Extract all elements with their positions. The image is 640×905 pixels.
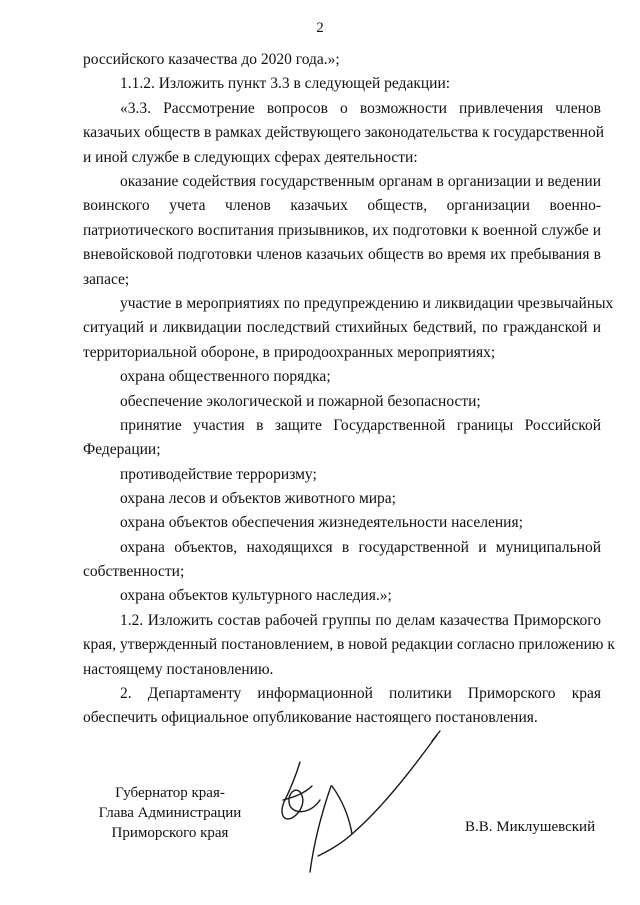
text-line: ситуаций и ликвидации последствий стихийных бедствий, по гражданской и (83, 319, 601, 336)
text-line: Федерации; (83, 441, 161, 458)
text-line: 1.1.2. Изложить пункт 3.3 в следующей редакции: (120, 75, 451, 92)
text-line: «3.3. Рассмотрение вопросов о возможности привлечения членов (120, 100, 601, 117)
text-line: охрана объектов обеспечения жизнедеятельности населения; (120, 514, 523, 531)
signatory-title-line: Глава Администрации (98, 805, 242, 821)
text-line: участие в мероприятиях по предупреждению и ликвидации чрезвычайных (120, 295, 614, 312)
text-line: 1.2. Изложить состав рабочей группы по делам казачества Приморского (120, 612, 601, 629)
text-line: принятие участия в защите Государственной границы Российской (120, 417, 601, 434)
text-line: оказание содействия государственным органам в организации и ведении (120, 173, 601, 190)
signatory-title (90, 783, 250, 843)
text-line: настоящему постановлению. (83, 661, 274, 678)
text-line: собственности; (83, 563, 185, 580)
text-line: охрана объектов, находящихся в государственной и муниципальной (120, 539, 601, 556)
text-line: вневойсковой подготовки членов казачьих обществ во время их пребывания в (83, 246, 601, 263)
text-line: российского казачества до 2020 года.»; (83, 51, 340, 68)
text-line: противодействие терроризму; (120, 466, 317, 483)
signatory-title-line: Приморского края (111, 825, 229, 841)
text-line: края, утвержденный постановлением, в новой редакции согласно приложению к (83, 636, 615, 653)
text-line: охрана общественного порядка; (120, 368, 331, 385)
signatory-title-line: Губернатор края- (115, 785, 225, 801)
text-line: обеспечить официальное опубликование настоящего постановления. (83, 709, 538, 726)
text-line: воинского учета членов казачьих обществ, организации военно- (83, 197, 601, 214)
text-line: охрана объектов культурного наследия.»; (120, 587, 392, 604)
page-number: 2 (316, 20, 324, 36)
text-line: территориальной обороне, в природоохранных мероприятиях; (83, 344, 496, 361)
text-line: обеспечение экологической и пожарной безопасности; (120, 393, 481, 410)
text-line: казачьих обществ в рамках действующего законодательства к государственной (83, 124, 605, 141)
text-line: патриотического воспитания призывников, их подготовки к военной службе и (83, 222, 601, 239)
text-line: охрана лесов и объектов животного мира; (120, 490, 396, 507)
text-line: 2. Департаменту информационной политики Приморского края (120, 685, 601, 702)
text-line: и иной службе в следующих сферах деятельности: (83, 149, 418, 166)
signatory-name: В.В. Миклушевский (465, 819, 596, 835)
text-line: запасе; (83, 271, 130, 288)
